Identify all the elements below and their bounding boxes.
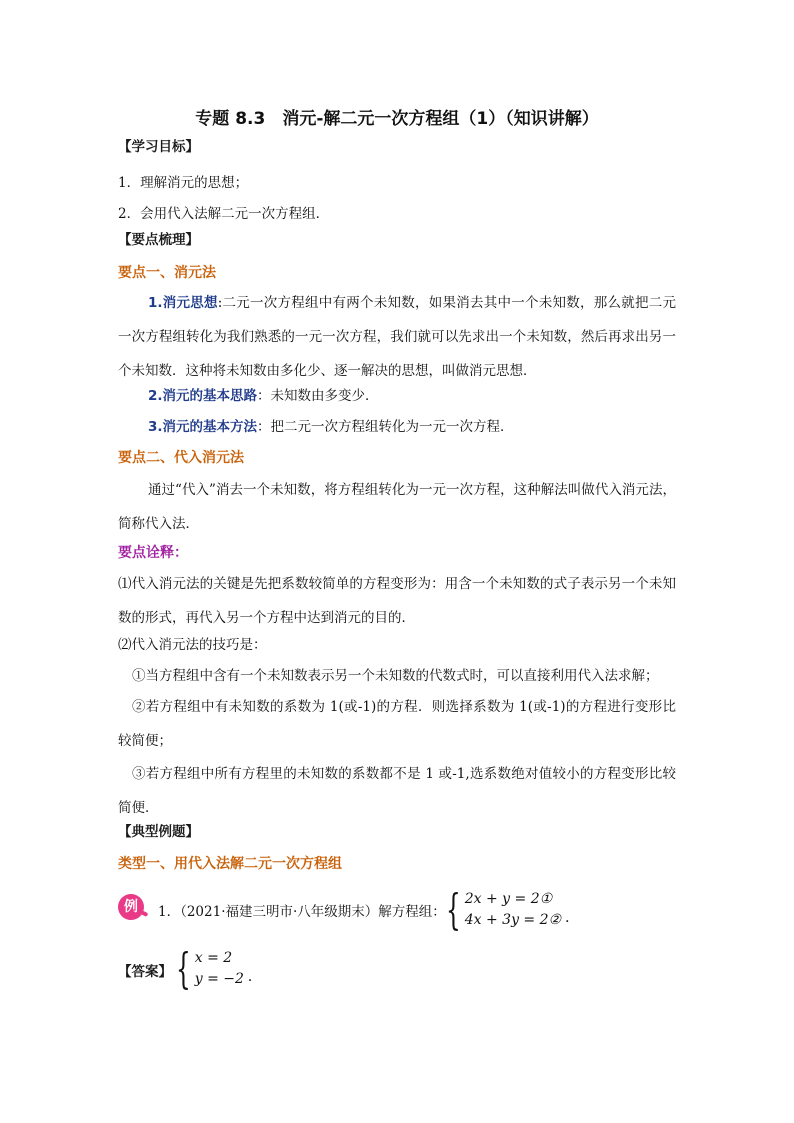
example-1-equation-system (440, 885, 580, 934)
p1-label: 1.消元思想 (148, 295, 218, 311)
objective-item-2: 2．会用代入法解二元一次方程组． (118, 206, 330, 222)
example-1-end: ． (565, 910, 580, 926)
answer-label: 【答案】 (118, 964, 172, 980)
p3-label: 3.消元的基本方法 (148, 419, 258, 435)
objective-item-1: 1．理解消元的思想； (118, 175, 249, 191)
left-brace: { (446, 885, 461, 934)
keypoints-heading: 【要点梳理】 (118, 232, 199, 248)
explain-item-2: ⑵代入消元法的技巧是： (118, 637, 267, 653)
example-1-equation-2: 4x + 3y = 2② (464, 912, 562, 928)
example-1-equation-1: 2x + y = 2① (464, 891, 553, 907)
page-title: 专题 8.3 消元-解二元一次方程组（1）（知识讲解） (195, 109, 599, 129)
point1-paragraph-2 (118, 387, 678, 405)
answer-equation-1: x = 2 (194, 950, 233, 966)
explain-sub-2: ②若方程组中有未知数的系数为 1(或-1)的方程．则选择系数为 1(或-1)的方程进行变形比较简便； (118, 699, 676, 749)
point1-paragraph-3 (118, 418, 678, 436)
point1-heading: 要点一、消元法 (118, 265, 216, 281)
point1-paragraph-1 (118, 286, 676, 388)
point2-paragraph: 通过“代入”消去一个未知数，将方程组转化为一元一次方程，这种解法叫做代入消元法，简称代入法． (118, 482, 676, 532)
objectives-heading: 【学习目标】 (118, 139, 199, 155)
example-1-text: 1．（2021·福建三明市·八年级期末）解方程组： (158, 904, 446, 920)
explain-sub-3: ③若方程组中所有方程里的未知数的系数都不是 1 或-1,选系数绝对值较小的方程变形比较简便． (118, 766, 676, 816)
answer-end: ． (247, 969, 262, 985)
answer-equation-2: y = −2 (194, 971, 244, 987)
explain-heading: 要点诠释： (118, 545, 188, 561)
left-brace: { (176, 944, 191, 993)
p2-label: 2.消元的基本思路 (148, 388, 258, 404)
p1-text: :二元一次方程组中有两个未知数，如果消去其中一个未知数，那么就把二元一次方程组转化为我们熟悉的一元一次方程，我们就可以先求出一个未知数，然后再求出另一个未知数．这种将未知数由多化少、逐一解决的思想，叫做消元思想． (118, 295, 676, 379)
p3-text: ：把二元一次方程组转化为一元一次方程． (257, 419, 514, 435)
point2-heading: 要点二、代入消元法 (118, 450, 244, 466)
p2-text: ：未知数由多变少． (257, 388, 379, 404)
answer-equation-system (170, 944, 262, 993)
explain-item-1: ⑴代入消元法的关键是先把系数较简单的方程变形为：用含一个未知数的式子表示另一个未知数的形式，再代入另一个方程中达到消元的目的． (118, 576, 676, 626)
example-badge: 例 (118, 894, 144, 920)
example-type-1-heading: 类型一、用代入法解二元一次方程组 (118, 856, 342, 872)
examples-heading: 【典型例题】 (118, 824, 199, 840)
explain-sub-1: ①当方程组中含有一个未知数表示另一个未知数的代数式时，可以直接利用代入法求解； (132, 668, 659, 684)
